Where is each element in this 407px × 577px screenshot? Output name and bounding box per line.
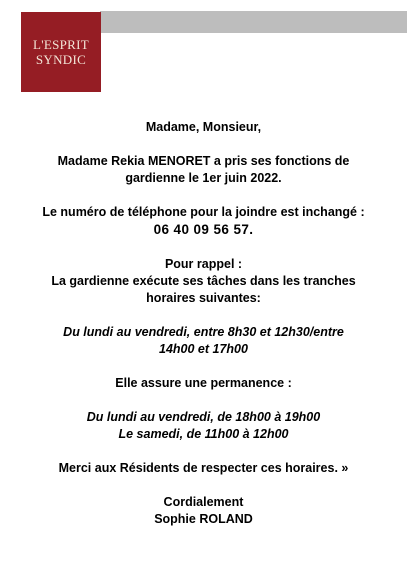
phone-intro: Le numéro de téléphone pour la joindre est inchangé : <box>42 205 365 219</box>
logo-line-1: L'ESPRIT <box>32 37 90 52</box>
logo-line-2: SYNDIC <box>35 52 87 67</box>
permanence-line-2: Le samedi, de 11h00 à 12h00 <box>118 427 289 441</box>
thanks-line: Merci aux Résidents de respecter ces horaires. » <box>58 461 349 475</box>
closing-block <box>0 494 407 528</box>
salutation: Madame, Monsieur, <box>145 120 262 134</box>
reminder-line-1: La gardienne exécute ses tâches dans les tranches <box>51 274 356 288</box>
intro-paragraph <box>0 153 407 187</box>
intro-line-1: Madame Rekia MENORET a pris ses fonctions de <box>57 154 350 168</box>
phone-number: 06 40 09 56 57 <box>153 222 250 237</box>
hours-line-1: Du lundi au vendredi, entre 8h30 et 12h30/entre <box>63 325 344 339</box>
intro-line-2: gardienne le 1er juin 2022. <box>125 171 282 185</box>
phone-suffix: . <box>249 222 254 237</box>
brand-logo <box>21 12 101 92</box>
closing: Cordialement <box>163 495 244 509</box>
letter-body <box>0 119 407 528</box>
signature: Sophie ROLAND <box>154 512 253 526</box>
reminder-title: Pour rappel : <box>164 257 243 271</box>
reminder-line-2: horaires suivantes: <box>146 291 261 305</box>
header-bar <box>100 11 407 33</box>
phone-paragraph <box>0 204 407 239</box>
reminder-paragraph <box>0 256 407 307</box>
permanence-paragraph <box>0 409 407 443</box>
permanence-line-1: Du lundi au vendredi, de 18h00 à 19h00 <box>86 410 321 424</box>
hours-line-2: 14h00 et 17h00 <box>159 342 248 356</box>
permanence-title: Elle assure une permanence : <box>115 376 292 390</box>
hours-paragraph <box>0 324 407 358</box>
